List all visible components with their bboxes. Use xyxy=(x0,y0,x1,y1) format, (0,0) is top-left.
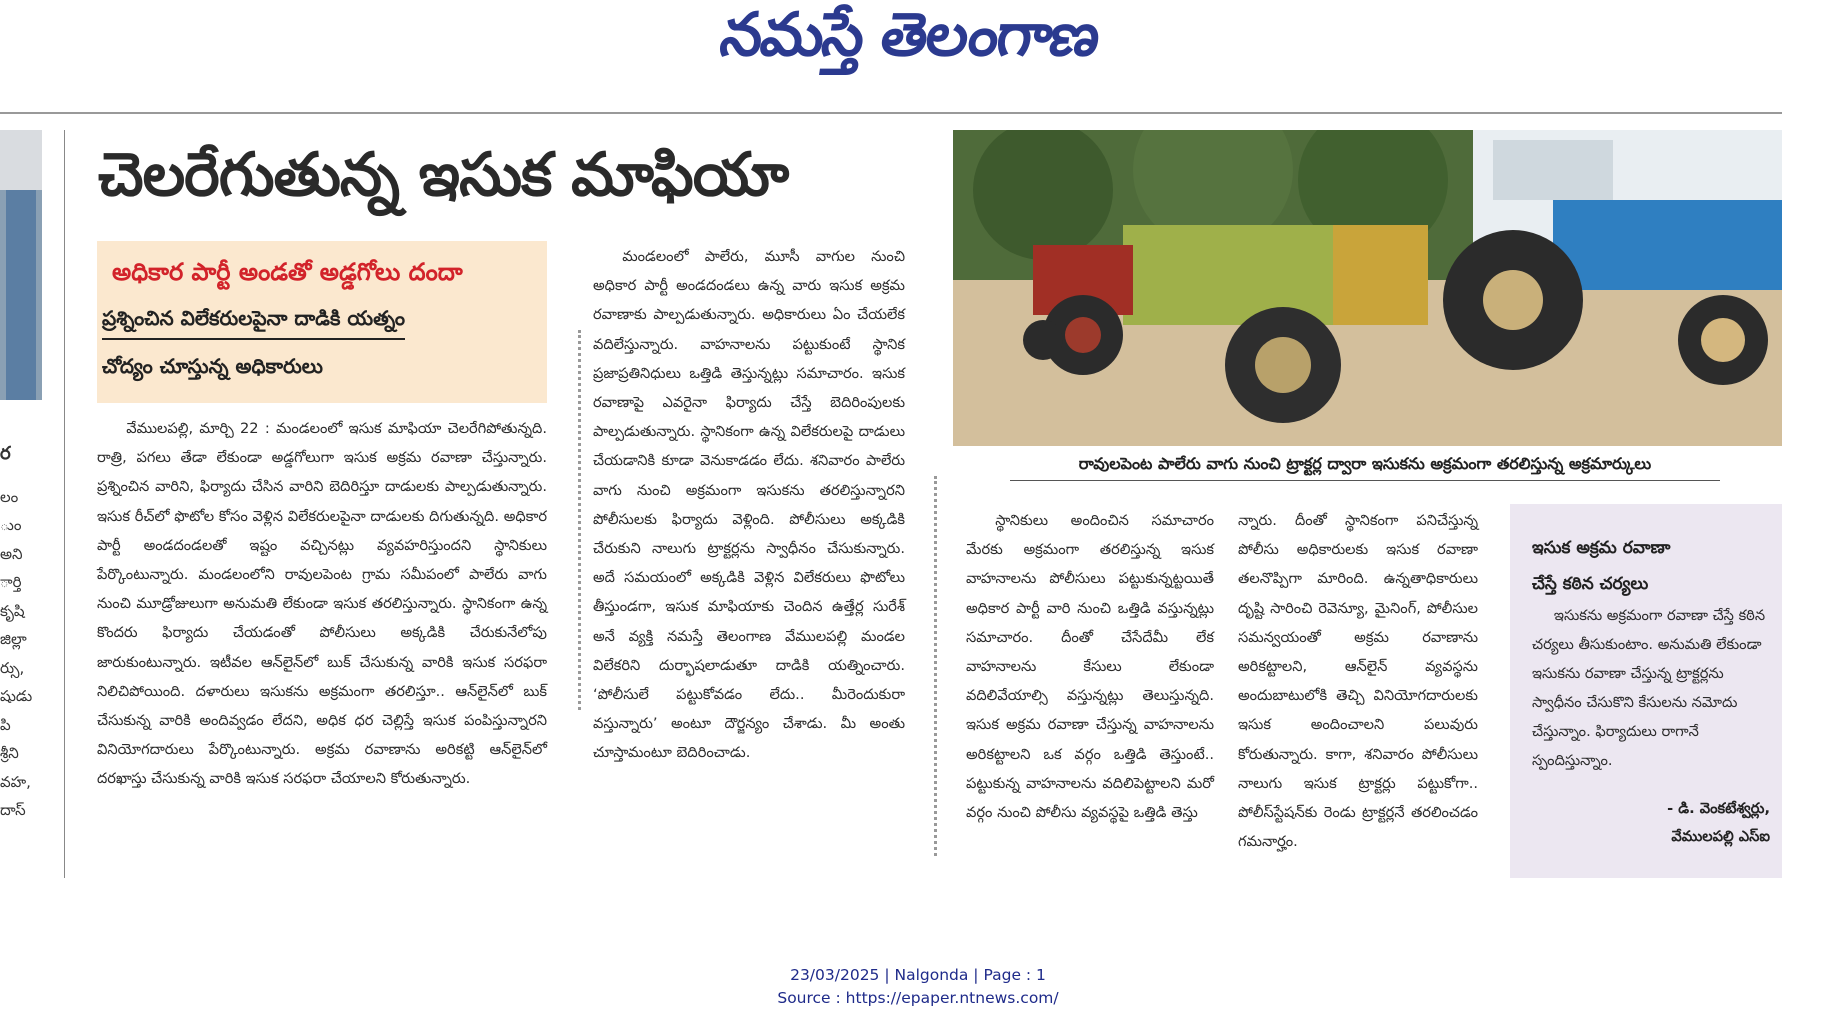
adjacent-article-text xyxy=(0,443,38,825)
sidebox-signature-role: వేములపల్లి ఎస్ఐ xyxy=(1671,828,1770,845)
article-column-1: వేములపల్లి, మార్చి 22 : మండలంలో ఇసుక మాఫియా చెలరేగిపోతున్నది. రాత్రి, పగలు తేడా లేకుండా అడ్డగోలుగా ఇసుక అక్రమ రవాణా చేస్తున్నారు. ప్రశ్నించిన వారిని, ఫిర్యాదు చేసిన వారిని బెదిరిస్తూ దాడులకు పాల్పడుతున్నారు. ఇసుక రీచ్‌లో ఫొటోల కోసం వెళ్లిన విలేకరులపైనా దాడులకు దిగుతున్నది. అధికార పార్టీ అండదండలతో ఇష్టం వచ్చినట్లు వ్యవహరిస్తుందని స్థానికులు పేర్కొంటున్నారు. మండలంలోని రావులపెంట గ్రామ సమీపంలో పాలేరు వాగు నుంచి మూడ్రోజులుగా అనుమతి లేకుండా ఇసుక తరలిస్తున్నారు. స్థానికంగా ఉన్న కొందరు ఫిర్యాదు చేయడంతో పోలీసులు అక్కడికి చేరుకునేలోపు జారుకుంటున్నారు. ఇటీవల ఆన్‌లైన్‌లో బుక్ చేసుకున్న వారికి ఇసుక సరఫరా నిలిచిపోయింది. దళారులు ఇసుకను అక్రమంగా తరలిస్తూ.. ఆన్‌లైన్‌లో బుక్ చేసుకున్న వారికి అందివ్వడం లేదని, అధిక ధర చెల్లిస్తే ఇసుక పంపిస్తున్నారని వినియోగదారులు పేర్కొంటున్నారు. అక్రమ రవాణాను అరికట్టి ఆన్‌లైన్‌లో దరఖాస్తు చేసుకున్న వారికి ఇసుక సరఫరా చేయాలని కోరుతున్నారు. xyxy=(97,420,547,788)
fragment: లం xyxy=(0,487,19,506)
subhead-third: చోద్యం చూస్తున్న అధికారులు xyxy=(102,354,323,378)
fragment: ర్సు, xyxy=(0,658,25,677)
fragment: కృషి xyxy=(0,601,25,620)
caption-rule xyxy=(1010,480,1720,481)
adjacent-article-photo xyxy=(0,130,42,400)
article-column-2: మండలంలో పాలేరు, మూసీ వాగుల నుంచి అధికార పార్టీ అండదండలు ఉన్న వారు ఇసుక అక్రమ రవాణాకు పాల్పడుతున్నారు. అధికారులు ఏం చేయలేక వదిలేస్తున్నారు. వాహనాలను పట్టుకుంటే స్థానిక ప్రజాప్రతినిధులు ఒత్తిడి తెస్తున్నట్లు సమాచారం. ఇసుక రవాణాపై ఎవరైనా ఫిర్యాదు చేస్తే బెదిరింపులకు పాల్పడుతున్నారు. స్థానికంగా ఉన్న విలేకరులపై దాడులు చేయడానికి కూడా వెనుకాడడం లేదు. శనివారం పాలేరు వాగు నుంచి అక్రమంగా ఇసుకను తరలిస్తున్నారని పోలీసులకు ఫిర్యాదు వెళ్లింది. పోలీసులు అక్కడికి చేరుకుని నాలుగు ట్రాక్టర్లను స్వాధీనం చేసుకున్నారు. అదే సమయంలో అక్కడికి వెళ్లిన విలేకరులు ఫొటోలు తీస్తుండగా, ఇసుక మాఫియాకు చెందిన ఉత్తేర్ల సురేశ్ అనే వ్యక్తి నమస్తే తెలంగాణ వేములపల్లి మండల విలేకరిని దుర్భాషలాడుతూ దాడికి యత్నించారు. ‘పోలీసులే పట్టుకోవడం లేదు.. మీరెందుకురా వస్తున్నారు’ అంటూ దౌర్జన్యం చేశాడు. మీ అంతు చూస్తామంటూ బెదిరించాడు. xyxy=(593,248,905,762)
fragment: ార్తి xyxy=(0,573,22,591)
dotted-divider xyxy=(578,330,581,710)
subhead-red: అధికార పార్టీ అండతో అడ్డగోలు దందా xyxy=(112,258,463,286)
fragment: ుం xyxy=(0,516,22,534)
headline: చెలరేగుతున్న ఇసుక మాఫియా xyxy=(98,140,789,210)
fragment: షుడు xyxy=(0,687,33,705)
sidebox-body: ఇసుకను అక్రమంగా రవాణా చేస్తే కఠిన చర్యలు తీసుకుంటాం. అనుమతి లేకుండా ఇసుకను రవాణా చేస్తున్న ట్రాక్టర్లను స్వాధీనం చేసుకొని కేసులను నమోదు చేస్తున్నాం. ఫిర్యాదులు రాగానే స్పందిస్తున్నాం. xyxy=(1532,607,1766,769)
masthead xyxy=(0,0,1836,80)
fragment: దాస్ xyxy=(0,801,26,819)
masthead-rule xyxy=(0,112,1782,114)
fragment: ర xyxy=(0,443,11,464)
sidebox-title xyxy=(1532,530,1772,602)
article-photo-tractors xyxy=(953,130,1782,446)
dotted-divider xyxy=(934,476,937,856)
footer-source-link[interactable]: Source : https://epaper.ntnews.com/ xyxy=(777,989,1059,1007)
sidebox-title-line2: చేస్తే కఠిన చర్యలు xyxy=(1532,574,1649,594)
photo-caption: రావులపెంట పాలేరు వాగు నుంచి ట్రాక్టర్ల ద్వారా ఇసుకను అక్రమంగా తరలిస్తున్న అక్రమార్కులు xyxy=(1078,454,1652,473)
article-column-4: న్నారు. దీంతో స్థానికంగా పనిచేస్తున్న పోలీసు అధికారులకు ఇసుక రవాణా తలనొప్పిగా మారింది. ఉన్నతాధికారులు దృష్టి సారించి రెవెన్యూ, మైనింగ్, పోలీసుల సమన్వయంతో అక్రమ రవాణాను అరికట్టాలని, ఆన్‌లైన్ వ్యవస్థను అందుబాటులోకి తెచ్చి వినియోగదారులకు ఇసుక అందించాలని పలువురు కోరుతున్నారు. కాగా, శనివారం పోలీసులు నాలుగు ఇసుక ట్రాక్టర్లు పట్టుకోగా.. పోలీస్‌స్టేషన్‌కు రెండు ట్రాక్టర్లనే తరలించడం గమనార్హం. xyxy=(1238,512,1478,851)
tractor-photo-illustration xyxy=(953,130,1782,446)
subhead-second: ప్రశ్నించిన విలేకరులపైనా దాడికి యత్నం xyxy=(102,306,405,340)
fragment: వహ, xyxy=(0,772,31,791)
column-divider xyxy=(64,130,65,878)
fragment: శ్రీని xyxy=(0,744,19,762)
footer-date-page: 23/03/2025 | Nalgonda | Page : 1 xyxy=(790,966,1046,984)
article-column-3: స్థానికులు అందించిన సమాచారం మేరకు అక్రమంగా తరలిస్తున్న ఇసుక వాహనాలను పోలీసులు పట్టుకున్నట్టయితే అధికార పార్టీ వారి నుంచి ఒత్తిడి వస్తున్నట్లు సమాచారం. దీంతో చేసేదేమీ లేక వాహనాలను కేసులు లేకుండా వదిలివేయాల్సి వస్తున్నట్లు తెలుస్తున్నది. ఇసుక అక్రమ రవాణా చేస్తున్న వాహనాలను అరికట్టాలని ఒక వర్గం ఒత్తిడి తెస్తుంటే.. పట్టుకున్న వాహనాలను వదిలిపెట్టాలని మరో వర్గం నుంచి పోలీసు వ్యవస్థపై ఒత్తిడి తెస్తు xyxy=(966,512,1214,822)
fragment: అని xyxy=(0,544,23,563)
sidebox-title-line1: ఇసుక అక్రమ రవాణా xyxy=(1532,538,1671,558)
fragment: జిల్లా xyxy=(0,630,27,648)
newspaper-logo: నమస్తే తెలంగాణ xyxy=(716,0,1103,70)
fragment: పి xyxy=(0,715,11,734)
sidebox-signature-name: - డి. వెంకటేశ్వర్లు, xyxy=(1667,800,1770,817)
